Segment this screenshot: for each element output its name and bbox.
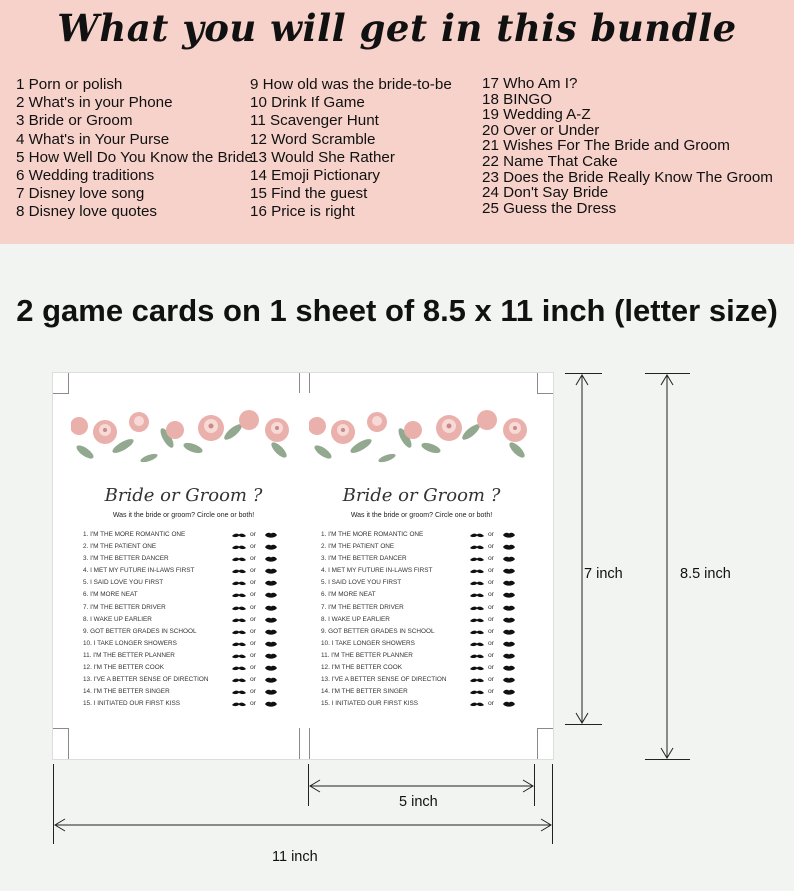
- question-text: 13. I'VE A BETTER SENSE OF DIRECTION: [321, 676, 447, 684]
- bundle-list-column-1: [16, 76, 253, 222]
- question-row: [321, 638, 526, 650]
- question-row: [83, 662, 288, 674]
- or-label: or: [250, 664, 257, 672]
- mustache-icon: [470, 593, 484, 598]
- or-label: or: [250, 615, 257, 623]
- question-row: [321, 614, 526, 626]
- or-label: or: [250, 567, 257, 575]
- crop-mark: [537, 728, 553, 729]
- question-text: 15. I INITIATED OUR FIRST KISS: [83, 700, 181, 708]
- mustache-icon: [232, 702, 246, 707]
- sheet-height-label: 8.5 inch: [680, 566, 731, 582]
- bundle-item: 6 Wedding traditions: [16, 167, 155, 185]
- lips-icon: [265, 580, 277, 587]
- question-row: [83, 589, 288, 601]
- bundle-item: 7 Disney love song: [16, 185, 145, 203]
- lips-icon: [503, 532, 515, 539]
- question-text: 15. I INITIATED OUR FIRST KISS: [321, 700, 419, 708]
- bundle-item: 13 Would She Rather: [250, 148, 395, 166]
- question-text: 6. I'M MORE NEAT: [83, 591, 138, 599]
- or-label: or: [250, 555, 257, 563]
- question-text: 2. I'M THE PATIENT ONE: [83, 543, 157, 551]
- bundle-item: 5 How Well Do You Know the Bride: [16, 148, 253, 166]
- card-instructions: Was it the bride or groom? Circle one or both!: [112, 512, 255, 519]
- question-row: [321, 650, 526, 662]
- lips-icon: [503, 605, 515, 612]
- mustache-icon: [470, 569, 484, 574]
- question-text: 7. I'M THE BETTER DRIVER: [83, 603, 166, 611]
- card-height-arrow: [572, 373, 592, 725]
- mustache-icon: [470, 666, 484, 671]
- mustache-icon: [470, 690, 484, 695]
- question-text: 7. I'M THE BETTER DRIVER: [321, 603, 404, 611]
- or-label: or: [488, 567, 495, 575]
- question-text: 11. I'M THE BETTER PLANNER: [83, 651, 175, 659]
- card-width-arrow: [308, 776, 535, 796]
- mustache-icon: [470, 557, 484, 562]
- bundle-item: 23 Does the Bride Really Know The Groom: [482, 168, 773, 186]
- crop-mark: [299, 728, 300, 759]
- or-label: or: [488, 615, 495, 623]
- bundle-item: 14 Emoji Pictionary: [250, 167, 380, 185]
- crop-mark: [537, 373, 538, 393]
- sheet-height-arrow: [657, 373, 677, 760]
- bundle-title: What you will get in this bundle: [57, 6, 737, 50]
- or-label: or: [250, 531, 257, 538]
- question-text: 4. I MET MY FUTURE IN-LAWS FIRST: [83, 567, 195, 575]
- bundle-item: 15 Find the guest: [250, 185, 368, 203]
- question-row: [83, 650, 288, 662]
- bundle-item: 21 Wishes For The Bride and Groom: [482, 137, 730, 155]
- question-text: 1. I'M THE MORE ROMANTIC ONE: [321, 531, 424, 538]
- or-label: or: [488, 627, 495, 635]
- lips-icon: [265, 605, 277, 612]
- or-label: or: [488, 603, 495, 611]
- crop-mark: [537, 728, 538, 759]
- mustache-icon: [470, 678, 484, 683]
- crop-mark: [68, 373, 69, 393]
- lips-icon: [265, 701, 277, 708]
- mustache-icon: [470, 618, 484, 623]
- mustache-icon: [470, 642, 484, 647]
- question-text: 13. I'VE A BETTER SENSE OF DIRECTION: [83, 676, 209, 684]
- bundle-item: 25 Guess the Dress: [482, 199, 617, 217]
- lips-icon: [265, 568, 277, 575]
- question-row: [321, 662, 526, 674]
- lips-icon: [265, 677, 277, 684]
- question-text: 3. I'M THE BETTER DANCER: [83, 555, 169, 563]
- lips-icon: [503, 580, 515, 587]
- mustache-icon: [232, 690, 246, 695]
- question-row: [321, 589, 526, 601]
- or-label: or: [250, 579, 257, 587]
- mustache-icon: [232, 581, 246, 586]
- game-card-left: [71, 408, 296, 728]
- question-text: 8. I WAKE UP EARLIER: [321, 615, 390, 623]
- crop-mark: [68, 728, 69, 759]
- question-text: 14. I'M THE BETTER SINGER: [321, 688, 408, 696]
- question-text: 12. I'M THE BETTER COOK: [83, 664, 164, 672]
- mustache-icon: [232, 642, 246, 647]
- lips-icon: [265, 653, 277, 660]
- question-row: [83, 529, 288, 541]
- or-label: or: [250, 651, 257, 659]
- or-label: or: [250, 603, 257, 611]
- question-text: 6. I'M MORE NEAT: [321, 591, 376, 599]
- question-text: 9. GOT BETTER GRADES IN SCHOOL: [321, 627, 435, 635]
- or-label: or: [488, 651, 495, 659]
- or-label: or: [250, 639, 257, 647]
- question-list: [83, 529, 288, 710]
- card-width-label: 5 inch: [399, 794, 438, 810]
- lips-icon: [503, 701, 515, 708]
- or-label: or: [250, 627, 257, 635]
- lips-icon: [503, 544, 515, 551]
- question-row: [321, 553, 526, 565]
- question-row: [321, 541, 526, 553]
- question-text: 9. GOT BETTER GRADES IN SCHOOL: [83, 627, 197, 635]
- bundle-item: 18 BINGO: [482, 90, 553, 108]
- bundle-item: 22 Name That Cake: [482, 152, 618, 170]
- lips-icon: [503, 641, 515, 648]
- question-row: [83, 626, 288, 638]
- mustache-icon: [470, 606, 484, 611]
- lips-icon: [503, 665, 515, 672]
- mustache-icon: [232, 630, 246, 635]
- mustache-icon: [470, 702, 484, 707]
- question-text: 1. I'M THE MORE ROMANTIC ONE: [83, 531, 186, 538]
- game-card-right: [309, 408, 534, 728]
- question-row: [321, 529, 526, 541]
- mustache-icon: [232, 557, 246, 562]
- mustache-icon: [470, 654, 484, 659]
- bundle-item: 4 What's in Your Purse: [16, 130, 170, 148]
- mustache-icon: [470, 581, 484, 586]
- card-height-label: 7 inch: [584, 566, 623, 582]
- or-label: or: [488, 676, 495, 684]
- question-text: 14. I'M THE BETTER SINGER: [83, 688, 170, 696]
- mustache-icon: [470, 630, 484, 635]
- or-label: or: [250, 700, 257, 708]
- bundle-item: 17 Who Am I?: [482, 75, 578, 92]
- question-row: [321, 602, 526, 614]
- lips-icon: [265, 592, 277, 599]
- question-row: [83, 614, 288, 626]
- question-row: [321, 686, 526, 698]
- mustache-icon: [232, 533, 246, 538]
- sheet-width-label: 11 inch: [272, 849, 318, 865]
- or-label: or: [488, 688, 495, 696]
- mustache-icon: [232, 654, 246, 659]
- or-label: or: [250, 676, 257, 684]
- floral-header-art: [71, 408, 296, 468]
- question-row: [83, 541, 288, 553]
- or-label: or: [250, 543, 257, 551]
- question-row: [83, 553, 288, 565]
- sheet-size-subtitle: 2 game cards on 1 sheet of 8.5 x 11 inch (letter size): [16, 293, 778, 328]
- question-text: 2. I'M THE PATIENT ONE: [321, 543, 395, 551]
- mustache-icon: [232, 593, 246, 598]
- mustache-icon: [232, 618, 246, 623]
- lips-icon: [503, 556, 515, 563]
- lips-icon: [503, 689, 515, 696]
- mustache-icon: [470, 545, 484, 550]
- lips-icon: [265, 641, 277, 648]
- card-title: Bride or Groom ?: [104, 485, 263, 506]
- bundle-item: 1 Porn or polish: [16, 76, 123, 93]
- bundle-item: 12 Word Scramble: [250, 130, 376, 148]
- or-label: or: [488, 639, 495, 647]
- floral-header-art: [309, 408, 534, 468]
- lips-icon: [265, 532, 277, 539]
- question-row: [83, 674, 288, 686]
- or-label: or: [250, 591, 257, 599]
- bundle-item: 8 Disney love quotes: [16, 203, 157, 221]
- mustache-icon: [232, 545, 246, 550]
- question-row: [321, 577, 526, 589]
- printable-sheet-preview: [53, 373, 553, 759]
- question-text: 12. I'M THE BETTER COOK: [321, 664, 402, 672]
- mustache-icon: [232, 678, 246, 683]
- lips-icon: [265, 617, 277, 624]
- card-instructions: Was it the bride or groom? Circle one or both!: [350, 512, 493, 519]
- question-text: 10. I TAKE LONGER SHOWERS: [321, 639, 415, 647]
- lips-icon: [265, 665, 277, 672]
- bundle-item: 19 Wedding A-Z: [482, 106, 591, 124]
- question-text: 10. I TAKE LONGER SHOWERS: [83, 639, 177, 647]
- bundle-list-column-3: [482, 76, 773, 216]
- question-row: [83, 638, 288, 650]
- question-row: [321, 565, 526, 577]
- question-row: [321, 674, 526, 686]
- lips-icon: [503, 592, 515, 599]
- lips-icon: [503, 677, 515, 684]
- crop-mark: [53, 393, 69, 394]
- question-row: [83, 565, 288, 577]
- question-text: 8. I WAKE UP EARLIER: [83, 615, 152, 623]
- question-row: [83, 686, 288, 698]
- mustache-icon: [232, 569, 246, 574]
- lips-icon: [265, 629, 277, 636]
- lips-icon: [503, 629, 515, 636]
- bundle-item: 10 Drink If Game: [250, 94, 365, 112]
- lips-icon: [265, 556, 277, 563]
- question-row: [83, 602, 288, 614]
- bundle-item: 24 Don't Say Bride: [482, 184, 609, 202]
- question-row: [83, 577, 288, 589]
- bundle-item: 16 Price is right: [250, 203, 355, 221]
- or-label: or: [488, 591, 495, 599]
- lips-icon: [503, 568, 515, 575]
- question-text: 3. I'M THE BETTER DANCER: [321, 555, 407, 563]
- question-row: [83, 698, 288, 710]
- or-label: or: [250, 688, 257, 696]
- or-label: or: [488, 543, 495, 551]
- crop-mark: [537, 393, 553, 394]
- crop-mark: [309, 373, 310, 393]
- lips-icon: [265, 544, 277, 551]
- bundle-item: 9 How old was the bride-to-be: [250, 76, 452, 93]
- bundle-list-column-2: [250, 76, 452, 222]
- question-row: [321, 626, 526, 638]
- question-text: 5. I SAID LOVE YOU FIRST: [321, 579, 402, 587]
- mustache-icon: [232, 666, 246, 671]
- crop-mark: [299, 373, 300, 393]
- bundle-item: 20 Over or Under: [482, 121, 600, 139]
- or-label: or: [488, 579, 495, 587]
- bundle-item: 3 Bride or Groom: [16, 112, 133, 130]
- question-list: [321, 529, 526, 710]
- lips-icon: [265, 689, 277, 696]
- question-text: 4. I MET MY FUTURE IN-LAWS FIRST: [321, 567, 433, 575]
- lips-icon: [503, 617, 515, 624]
- lips-icon: [503, 653, 515, 660]
- question-text: 5. I SAID LOVE YOU FIRST: [83, 579, 164, 587]
- bundle-item: 11 Scavenger Hunt: [250, 112, 379, 130]
- bundle-item: 2 What's in your Phone: [16, 94, 173, 112]
- question-row: [321, 698, 526, 710]
- question-text: 11. I'M THE BETTER PLANNER: [321, 651, 413, 659]
- or-label: or: [488, 555, 495, 563]
- or-label: or: [488, 664, 495, 672]
- or-label: or: [488, 531, 495, 538]
- mustache-icon: [232, 606, 246, 611]
- crop-mark: [309, 728, 310, 759]
- sheet-width-arrow: [53, 815, 553, 835]
- or-label: or: [488, 700, 495, 708]
- crop-mark: [53, 728, 69, 729]
- card-title: Bride or Groom ?: [342, 485, 501, 506]
- mustache-icon: [470, 533, 484, 538]
